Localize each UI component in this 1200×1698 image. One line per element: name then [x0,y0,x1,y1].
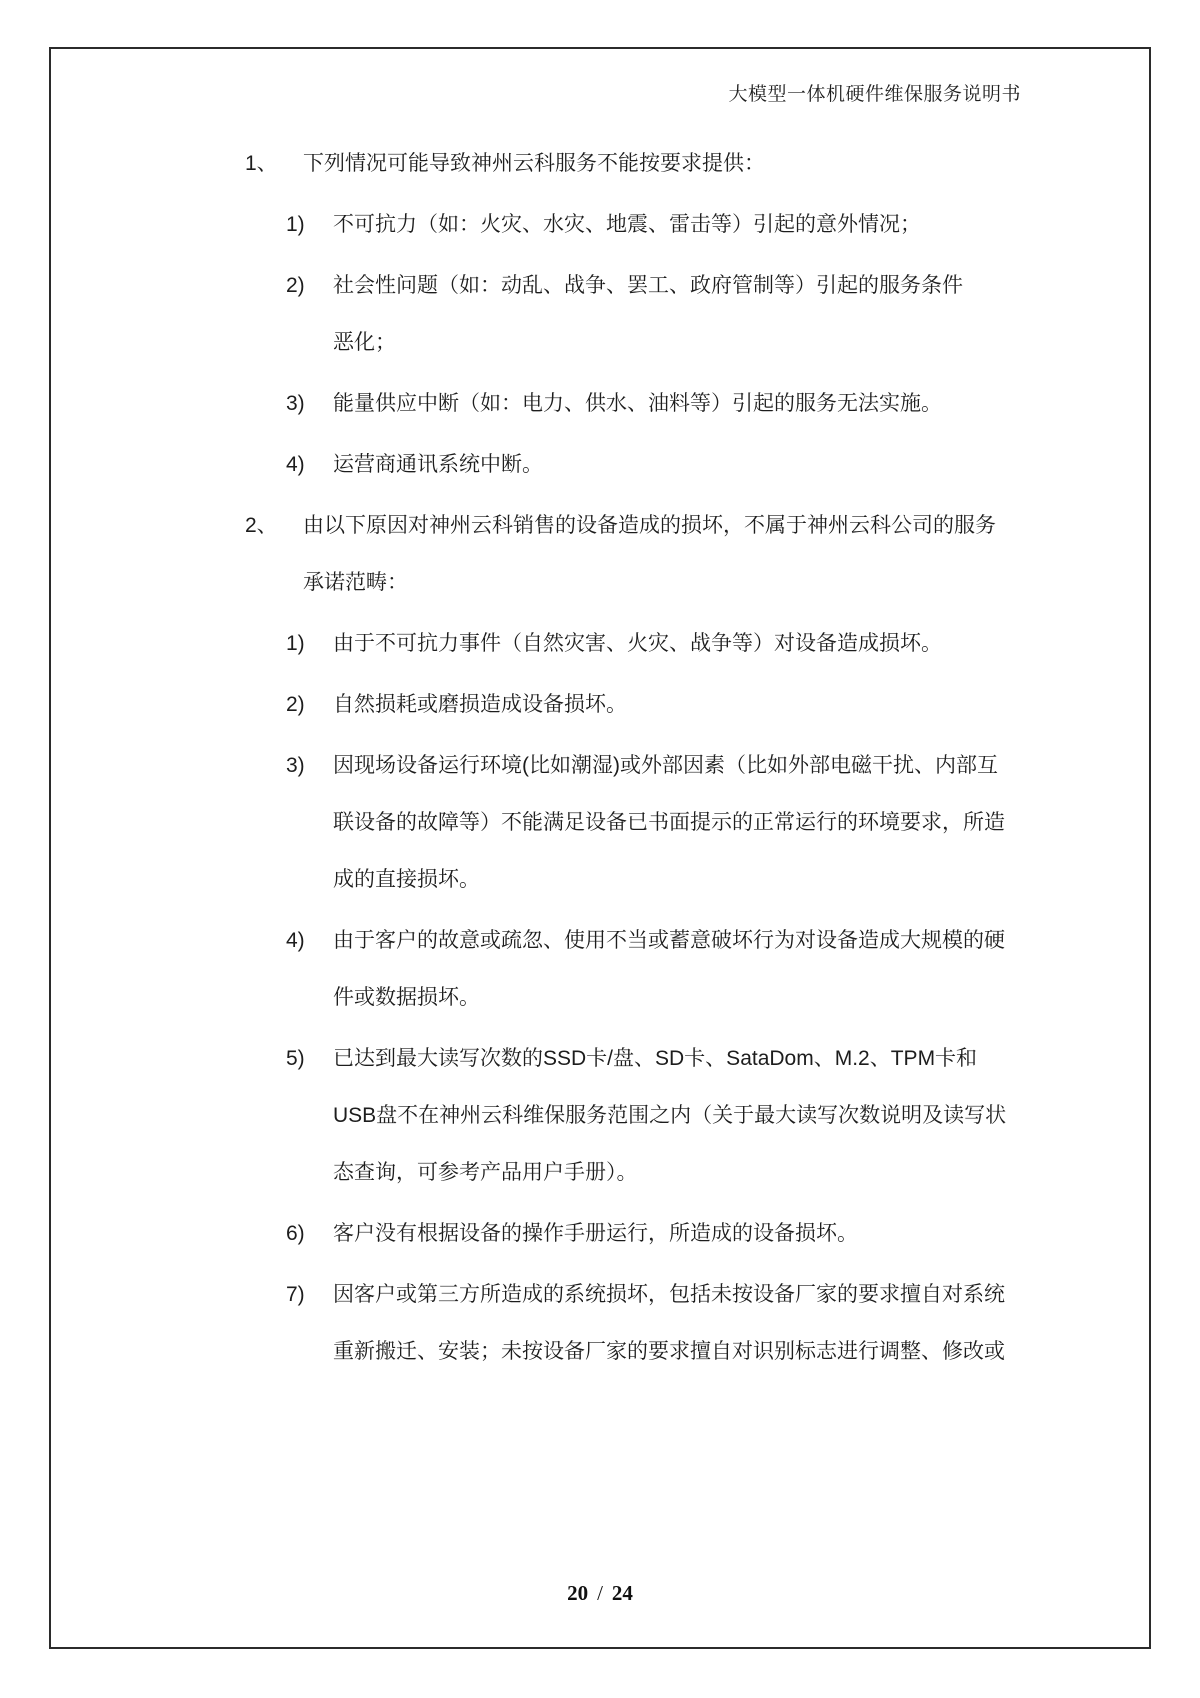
list-item-line: 社会性问题（如：动乱、战争、罢工、政府管制等）引起的服务条件 [333,274,963,297]
list-item-line: 恶化； [333,331,396,354]
list-item-line: 件或数据损坏。 [333,986,480,1009]
list-item [0,676,1200,733]
list-item [0,1030,1200,1201]
list-item [0,1266,1200,1380]
list-item-marker: 4) [286,929,305,952]
list-item-line: 由于客户的故意或疏忽、使用不当或蓄意破坏行为对设备造成大规模的硬 [333,929,1005,952]
list-item-line: 自然损耗或磨损造成设备损坏。 [333,693,627,716]
list-item-marker: 4) [286,453,305,476]
list-item-line: 能量供应中断（如：电力、供水、油料等）引起的服务无法实施。 [333,392,942,415]
list-item-line: 承诺范畴： [303,571,408,594]
page-footer [0,1580,1200,1606]
page-number-current: 20 [567,1581,589,1605]
list-item-line: 由以下原因对神州云科销售的设备造成的损坏，不属于神州云科公司的服务 [303,514,996,537]
list-item-line: 由于不可抗力事件（自然灾害、火灾、战争等）对设备造成损坏。 [333,632,942,655]
list-item-marker: 1、 [245,152,278,175]
list-item-line: USB盘不在神州云科维保服务范围之内（关于最大读写次数说明及读写状 [333,1104,1007,1127]
list-item [0,912,1200,1026]
list-item-line: 联设备的故障等）不能满足设备已书面提示的正常运行的环境要求，所造 [333,811,1005,834]
list-item-marker: 1) [286,213,305,236]
list-item [0,257,1200,371]
list-item [0,436,1200,493]
list-item-line: 态查询，可参考产品用户手册）。 [333,1161,638,1184]
list-item-marker: 6) [286,1222,305,1245]
list-item [0,196,1200,253]
list-item [0,497,1200,611]
list-item-marker: 2) [286,693,305,716]
list-item-marker: 7) [286,1283,305,1306]
page-number-total: 24 [611,1581,633,1605]
list-item-marker: 3) [286,392,305,415]
list-item-line: 不可抗力（如：火灾、水灾、地震、雷击等）引起的意外情况； [333,213,921,236]
list-item [0,375,1200,432]
list-item-marker: 2、 [245,514,278,537]
list-item-line: 重新搬迁、安装；未按设备厂家的要求擅自对识别标志进行调整、修改或 [333,1340,1005,1363]
list-item [0,737,1200,908]
list-item-line: 因现场设备运行环境(比如潮湿)或外部因素（比如外部电磁干扰、内部互 [333,754,998,777]
list-item-line: 因客户或第三方所造成的系统损坏，包括未按设备厂家的要求擅自对系统 [333,1283,1005,1306]
page-number-separator: / [597,1581,603,1605]
list-item-line: 已达到最大读写次数的SSD卡/盘、SD卡、SataDom、M.2、TPM卡和 [333,1047,978,1070]
list-item [0,1205,1200,1262]
page-header-title: 大模型一体机硬件维保服务说明书 [728,84,1021,105]
list-item-marker: 2) [286,274,305,297]
list-item [0,135,1200,192]
list-item-line: 成的直接损坏。 [333,868,480,891]
list-item-marker: 3) [286,754,305,777]
list-item-marker: 5) [286,1047,305,1070]
document-body [0,135,1200,1384]
list-item-line: 运营商通讯系统中断。 [333,453,543,476]
list-item-line: 客户没有根据设备的操作手册运行，所造成的设备损坏。 [333,1222,858,1245]
list-item-marker: 1) [286,632,305,655]
list-item [0,615,1200,672]
list-item-line: 下列情况可能导致神州云科服务不能按要求提供： [303,152,765,175]
